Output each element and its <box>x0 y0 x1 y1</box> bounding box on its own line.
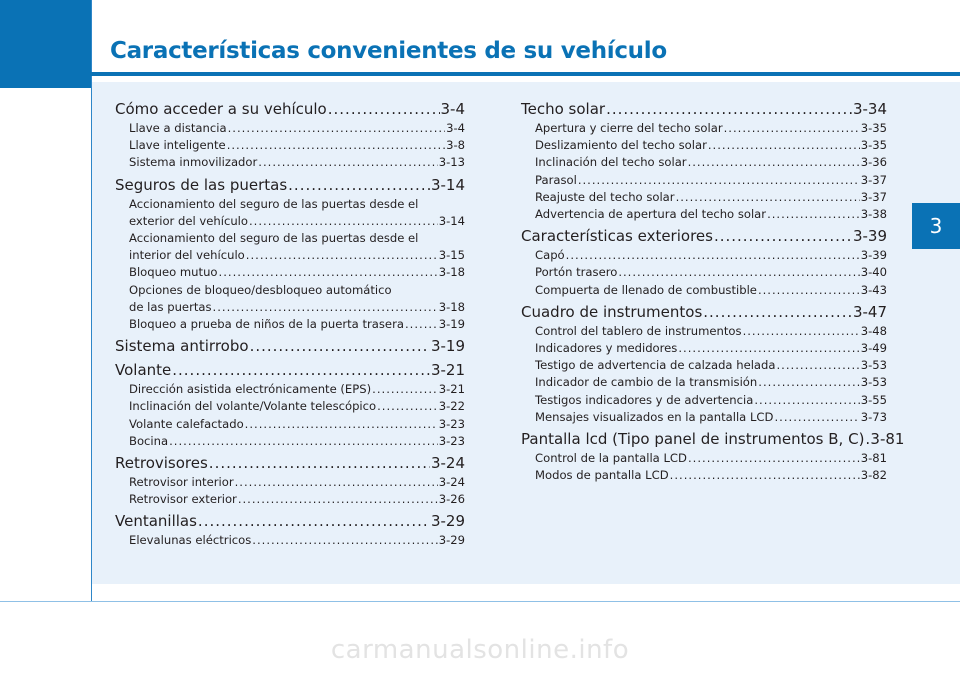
toc-entry-label: Bloqueo mutuo <box>129 265 218 280</box>
toc-page-number: 3-21 <box>430 361 465 380</box>
toc-page-number: 3-43 <box>860 282 887 297</box>
toc-entry-label: Ventanillas <box>115 512 197 531</box>
toc-page-number: 3-4 <box>446 121 465 135</box>
toc-subentry[interactable] <box>521 374 887 391</box>
toc-page-number: 3-49 <box>860 341 887 356</box>
dot-leader <box>688 450 860 467</box>
dot-leader <box>676 189 860 206</box>
toc-entry-line: Opciones de bloqueo/desbloqueo automático <box>129 282 392 297</box>
dot-leader <box>618 264 859 281</box>
dot-leader <box>724 120 860 137</box>
dot-leader <box>219 264 438 281</box>
toc-entry-label: interior del vehículo <box>129 248 245 263</box>
dot-leader <box>235 474 438 491</box>
toc-page-number: 3-18 <box>438 265 465 280</box>
dot-leader <box>288 175 430 196</box>
dot-leader <box>209 453 430 474</box>
toc-entry-label: de las puertas <box>129 299 212 314</box>
dot-leader <box>743 323 860 340</box>
toc-subentry[interactable] <box>115 299 465 316</box>
toc-section-entry[interactable] <box>521 99 887 120</box>
dot-leader <box>774 409 859 426</box>
toc-entry-label: Cómo acceder a su vehículo <box>115 100 327 118</box>
dot-leader <box>198 511 430 532</box>
page-title: Características convenientes de su vehículo <box>110 38 667 64</box>
dot-leader <box>169 433 438 450</box>
toc-entry-label: Bloqueo a prueba de niños de la puerta trasera <box>129 317 404 332</box>
title-rule <box>91 72 960 76</box>
toc-entry-line: Accionamiento del seguro de las puertas desde el <box>129 196 419 211</box>
dot-leader <box>777 357 860 374</box>
toc-subentry[interactable] <box>521 282 887 299</box>
toc-entry-label: Testigos indicadores y de advertencia <box>535 392 754 407</box>
dot-leader <box>250 336 430 357</box>
bottom-rule <box>0 601 960 602</box>
toc-page-number: 3-37 <box>860 189 887 204</box>
dot-leader <box>703 302 852 323</box>
toc-entry-label: Techo solar <box>521 100 606 118</box>
toc-page-number: 3-39 <box>852 227 887 246</box>
dot-leader <box>172 360 430 381</box>
toc-entry-label: Retrovisor exterior <box>129 492 237 507</box>
toc-page-number: 3-35 <box>860 138 887 153</box>
toc-entry-label: Sistema antirrobo <box>115 337 249 356</box>
dot-leader <box>754 392 859 409</box>
toc-page-number: 3-38 <box>860 207 887 222</box>
toc-entry-line: Accionamiento del seguro de las puertas desde el <box>129 231 419 246</box>
toc-subentry[interactable] <box>115 381 465 398</box>
toc-subentry[interactable] <box>115 120 465 137</box>
toc-section-entry[interactable] <box>115 175 465 196</box>
toc-page-number: 3-4 <box>440 100 465 118</box>
toc-entry-label: Parasol <box>535 172 577 187</box>
toc-entry-label: Advertencia de apertura del techo solar <box>535 207 767 222</box>
toc-section-entry[interactable] <box>115 360 465 381</box>
toc-page-number: 3-19 <box>438 317 465 332</box>
toc-page-number: 3-26 <box>438 492 465 507</box>
toc-column-right <box>521 99 905 484</box>
toc-subentry[interactable] <box>115 154 465 171</box>
toc-page-number: 3-36 <box>860 155 887 170</box>
toc-subentry[interactable] <box>115 398 465 415</box>
toc-page-number: 3-24 <box>438 475 465 490</box>
dot-leader <box>708 137 860 154</box>
toc-section-entry[interactable] <box>521 302 887 323</box>
toc-entry-label: Retrovisor interior <box>129 475 234 490</box>
toc-page-number: 3-21 <box>438 382 465 397</box>
dot-leader <box>758 282 860 299</box>
toc-entry-label: Inclinación del volante/Volante telescópico <box>129 399 377 414</box>
toc-entry-label: Inclinación del techo solar <box>535 155 687 170</box>
toc-page-number: 3-23 <box>438 433 465 448</box>
toc-page-number: 3-14 <box>438 213 465 228</box>
toc-subentry[interactable] <box>521 154 887 171</box>
dot-leader <box>377 398 438 415</box>
toc-subentry[interactable] <box>115 433 465 450</box>
toc-entry-label: Modos de pantalla LCD <box>535 468 669 483</box>
toc-page-number: 3-82 <box>860 468 887 483</box>
toc-subentry[interactable] <box>521 247 887 264</box>
dot-leader <box>213 299 438 316</box>
dot-leader <box>566 247 860 264</box>
toc-entry-label: Control de la pantalla LCD <box>535 451 687 466</box>
toc-subentry[interactable] <box>521 206 887 223</box>
toc-entry-label: Reajuste del techo solar <box>535 189 675 204</box>
toc-subentry[interactable] <box>115 474 465 491</box>
dot-leader <box>238 491 438 508</box>
toc-entry-label: Características exteriores <box>521 227 713 246</box>
dot-leader <box>405 316 438 333</box>
toc-page-number: 3-48 <box>860 323 887 338</box>
toc-subentry[interactable] <box>521 189 887 206</box>
toc-entry-label: Cuadro de instrumentos <box>521 302 703 321</box>
toc-subentry[interactable] <box>115 316 465 333</box>
toc-page-number: 3-55 <box>860 392 887 407</box>
toc-page-number: 3-37 <box>860 172 887 187</box>
toc-entry-label: Deslizamiento del techo solar <box>535 138 707 153</box>
toc-section-entry[interactable] <box>115 99 465 120</box>
toc-page-number: 3-14 <box>430 175 465 194</box>
toc-entry-label: Volante <box>115 361 172 380</box>
toc-page-number: 3-34 <box>852 100 887 118</box>
toc-subentry[interactable] <box>115 247 465 264</box>
toc-subentry[interactable] <box>521 340 887 357</box>
toc-subentry[interactable] <box>521 323 887 340</box>
toc-entry-label: Sistema inmovilizador <box>129 155 258 170</box>
toc-page-number: 3-40 <box>860 265 887 280</box>
dot-leader <box>372 381 438 398</box>
toc-entry-label: Compuerta de llenado de combustible <box>535 282 757 297</box>
dot-leader <box>865 429 869 450</box>
toc-page-number: 3-81 <box>860 451 887 466</box>
toc-entry-label: Mensajes visualizados en la pantalla LCD <box>535 409 774 424</box>
dot-leader <box>227 137 445 154</box>
toc-entry-label: Portón trasero <box>535 265 618 280</box>
toc-entry-label: Bocina <box>129 433 169 448</box>
toc-entry-label: Seguros de las puertas <box>115 175 288 194</box>
toc-page-number: 3-19 <box>430 337 465 356</box>
toc-page-number: 3-47 <box>852 302 887 321</box>
dot-leader <box>328 99 440 120</box>
dot-leader <box>252 532 437 549</box>
toc-subentry[interactable] <box>521 392 887 409</box>
dot-leader <box>670 467 860 484</box>
toc-page-number: 3-81 <box>870 430 905 449</box>
toc-page-number: 3-53 <box>860 375 887 390</box>
watermark: carmanualsonline.info <box>330 635 630 665</box>
toc-page-number: 3-23 <box>438 416 465 431</box>
toc-page-number: 3-29 <box>438 533 465 548</box>
toc-entry-label: Indicador de cambio de la transmisión <box>535 375 758 390</box>
toc-entry-label: Llave a distancia <box>129 121 227 135</box>
toc-section-entry[interactable] <box>521 226 887 247</box>
dot-leader <box>758 374 859 391</box>
dot-leader <box>258 154 437 171</box>
toc-subentry[interactable] <box>115 137 465 154</box>
toc-subentry[interactable] <box>521 467 887 484</box>
toc-subentry[interactable] <box>521 409 887 426</box>
toc-section-entry[interactable] <box>115 453 465 474</box>
toc-entry-label: Pantalla lcd (Tipo panel de instrumentos B, C) <box>521 430 865 449</box>
toc-section-entry[interactable] <box>521 429 905 450</box>
corner-color-block <box>0 0 91 88</box>
toc-page-number: 3-24 <box>430 454 465 473</box>
toc-subentry[interactable] <box>521 357 887 374</box>
toc-entry-label: Apertura y cierre del techo solar <box>535 121 723 135</box>
dot-leader <box>245 416 438 433</box>
toc-section-entry[interactable] <box>115 511 465 532</box>
dot-leader <box>678 340 859 357</box>
toc-page-number: 3-53 <box>860 358 887 373</box>
dot-leader <box>228 120 445 137</box>
toc-page-number: 3-35 <box>860 121 887 135</box>
toc-subentry[interactable] <box>521 120 887 137</box>
toc-page-number: 3-13 <box>438 155 465 170</box>
dot-leader <box>578 172 860 189</box>
toc-entry-label: Testigo de advertencia de calzada helada <box>535 358 776 373</box>
toc-page-number: 3-73 <box>860 409 887 424</box>
chapter-tab[interactable]: 3 <box>912 203 960 249</box>
dot-leader <box>767 206 860 223</box>
toc-subentry[interactable] <box>521 450 887 467</box>
dot-leader <box>246 247 438 264</box>
toc-page-number: 3-18 <box>438 299 465 314</box>
toc-entry-label: Indicadores y medidores <box>535 341 678 356</box>
toc-entry-label: Capó <box>535 248 565 263</box>
toc-page-number: 3-22 <box>438 399 465 414</box>
toc-entry-label: Elevalunas eléctricos <box>129 533 252 548</box>
dot-leader <box>249 213 438 230</box>
toc-subentry[interactable] <box>115 491 465 508</box>
toc-subentry[interactable] <box>115 213 465 230</box>
toc-subentry[interactable] <box>521 172 887 189</box>
dot-leader <box>606 99 852 120</box>
toc-subentry[interactable] <box>115 264 465 281</box>
toc-subentry[interactable] <box>115 416 465 433</box>
dot-leader <box>688 154 860 171</box>
toc-entry-label: Dirección asistida electrónicamente (EPS) <box>129 382 372 397</box>
toc-section-entry[interactable] <box>115 336 465 357</box>
toc-page-number: 3-39 <box>860 248 887 263</box>
toc-entry-label: exterior del vehículo <box>129 213 248 228</box>
toc-subentry[interactable] <box>521 137 887 154</box>
toc-entry-label: Volante calefactado <box>129 416 244 431</box>
toc-entry-label: Control del tablero de instrumentos <box>535 323 742 338</box>
toc-column-left <box>115 99 465 550</box>
toc-page-number: 3-29 <box>430 512 465 531</box>
toc-subentry[interactable] <box>115 532 465 549</box>
toc-page-number: 3-15 <box>438 248 465 263</box>
toc-page-number: 3-8 <box>446 138 465 153</box>
toc-entry-label: Retrovisores <box>115 454 208 473</box>
dot-leader <box>714 226 852 247</box>
toc-subentry[interactable] <box>521 264 887 281</box>
toc-entry-label: Llave inteligente <box>129 138 226 153</box>
